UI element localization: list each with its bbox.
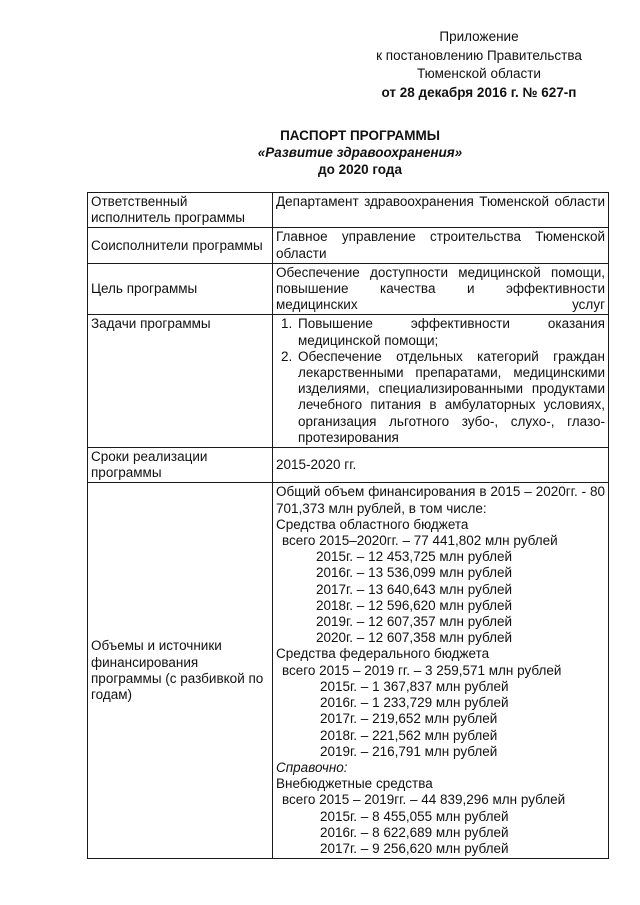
table-row — [88, 315, 609, 448]
federal-year: 2019г. – 216,791 млн рублей — [320, 743, 498, 759]
regional-year: 2015г. – 12 453,725 млн рублей — [316, 549, 513, 565]
federal-year: 2015г. – 1 367,837 млн рублей — [320, 678, 509, 694]
title-line-2: «Развитие здравоохранения» — [257, 145, 463, 160]
row-value: Обеспечение доступности медицинской помощи, повышение качества и эффективности медицинских услуг — [273, 263, 609, 315]
row-value: Департамент здравоохранения Тюменской области — [273, 193, 609, 228]
appendix-resolution: к постановлению Правительства — [376, 47, 582, 63]
row-label: Соисполнители программы — [88, 228, 273, 263]
extra-year: 2015г. – 8 455,055 млн рублей — [320, 808, 509, 824]
table-row — [88, 228, 609, 263]
tasks-label: Задачи программы — [88, 315, 273, 448]
table-row — [88, 263, 609, 315]
extra-year: 2017г. – 9 256,620 млн рублей — [320, 840, 509, 856]
federal-title: Средства федерального бюджета — [276, 646, 490, 662]
program-passport-table — [87, 192, 609, 859]
extra-year: 2016г. – 8 622,689 млн рублей — [320, 824, 509, 840]
finance-label: Объемы и источники финансирования программы (с разбивкой по годам) — [88, 483, 273, 859]
table-row — [88, 193, 609, 228]
regional-year: 2017г. – 13 640,643 млн рублей — [316, 581, 513, 597]
federal-year: 2017г. – 219,652 млн рублей — [320, 711, 498, 727]
tasks-value — [273, 315, 609, 448]
regional-year: 2018г. – 12 596,620 млн рублей — [316, 597, 513, 613]
title-line-3: до 2020 года — [318, 162, 402, 177]
regional-year: 2016г. – 13 536,099 млн рублей — [316, 565, 513, 581]
federal-year: 2018г. – 221,562 млн рублей — [320, 727, 498, 743]
row-value: Главное управление строительства Тюменской области — [273, 228, 609, 263]
appendix-label: Приложение — [439, 29, 519, 44]
terms-value: 2015-2020 гг. — [273, 448, 609, 483]
appendix-date: от 28 декабря 2016 г. № 627-п — [381, 84, 577, 100]
regional-total: всего 2015–2020гг. – 77 441,802 млн рублей — [282, 533, 558, 549]
appendix-region: Тюменской области — [417, 66, 541, 81]
federal-total: всего 2015 – 2019 гг. – 3 259,571 млн рублей — [282, 662, 562, 678]
finance-value — [273, 483, 609, 859]
extra-total: всего 2015 – 2019гг. – 44 839,296 млн рублей — [282, 792, 566, 808]
document-title — [230, 127, 490, 178]
table-row — [88, 483, 609, 859]
list-item: 1. Повышение эффективности оказания медицинской помощи; — [296, 316, 605, 348]
table-row — [88, 448, 609, 483]
regional-year: 2019г. – 12 607,357 млн рублей — [316, 614, 513, 630]
reference-label: Справочно: — [276, 759, 348, 775]
finance-total: Общий объем финансирования в 2015 – 2020гг. - 80 701,373 млн рублей, в том числе: — [276, 484, 605, 516]
appendix-header — [360, 28, 598, 102]
regional-title: Средства областного бюджета — [276, 516, 469, 532]
row-label: Ответственный исполнитель программы — [88, 193, 273, 228]
terms-label: Сроки реализации программы — [88, 448, 273, 483]
regional-year: 2020г. – 12 607,358 млн рублей — [316, 630, 513, 646]
title-line-1: ПАСПОРТ ПРОГРАММЫ — [280, 128, 440, 143]
extra-title: Внебюджетные средства — [276, 776, 433, 792]
tasks-list — [276, 316, 605, 446]
federal-year: 2016г. – 1 233,729 млн рублей — [320, 695, 509, 711]
row-label: Цель программы — [88, 263, 273, 315]
list-item: 2. Обеспечение отдельных категорий граждан лекарственными препаратами, медицинскими изделиями, специализированными продуктами лечебного питания в амбулаторных условиях, организация льготного зубо-, слухо-, глазо-протезирования — [296, 349, 605, 446]
